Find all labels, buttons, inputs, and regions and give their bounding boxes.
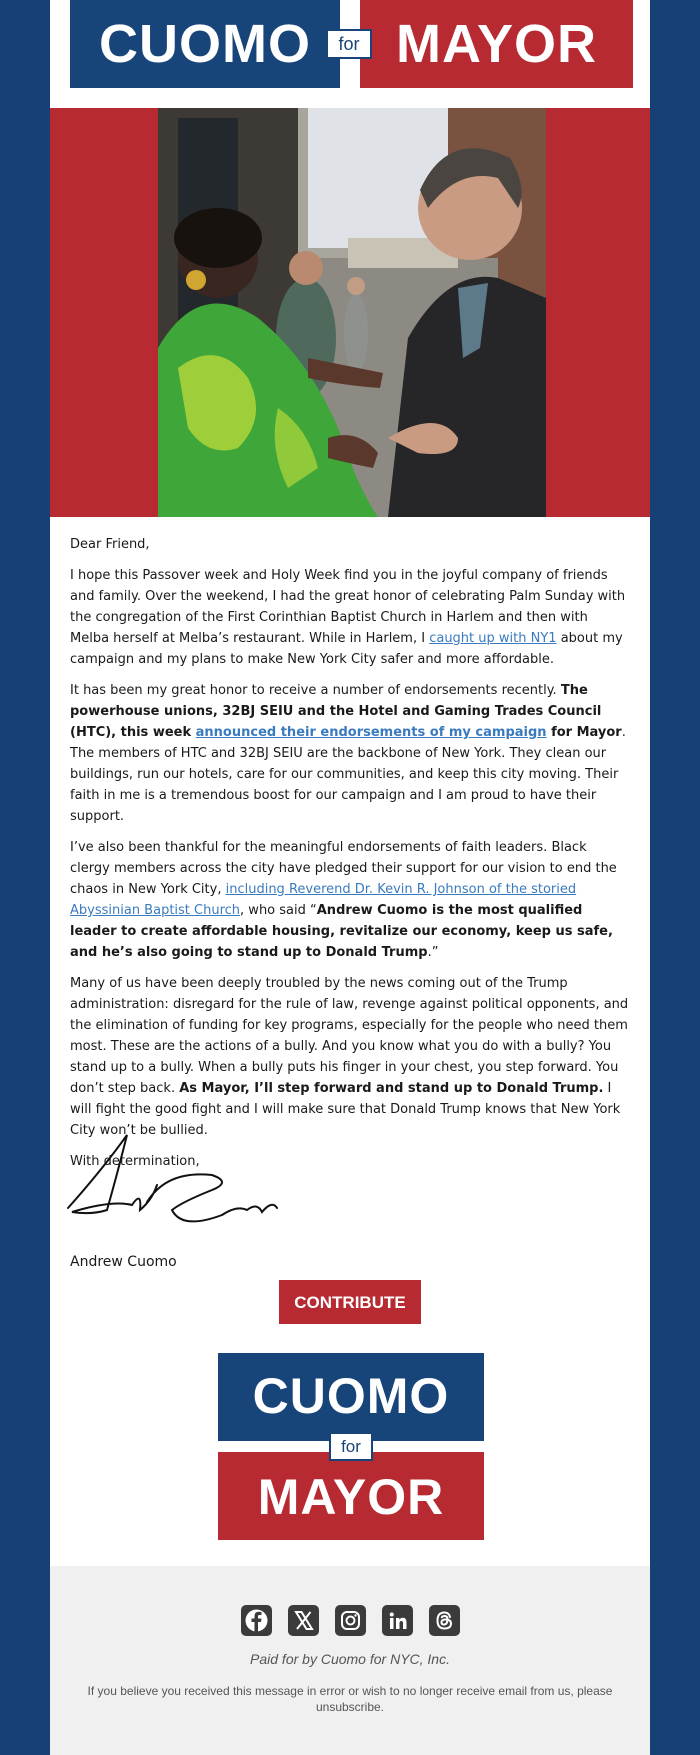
facebook-icon[interactable] bbox=[241, 1605, 272, 1636]
logo-cuomo-text: CUOMO bbox=[70, 0, 340, 88]
paragraph-3: I’ve also been thankful for the meaningful endorsements of faith leaders. Black clergy members across the city have pledged their support for our vision to end the chaos in New York City, including Reverend Dr. Kevin R. Johnson of the storied Abyssinian Baptist Church, who said “Andrew Cuomo is the most qualified leader to create affordable housing, revitalize our economy, keep us safe, and he’s also going to stand up to Donald Trump.” bbox=[70, 840, 617, 960]
logo-mayor-text: MAYOR bbox=[360, 0, 633, 88]
greeting: Dear Friend, bbox=[70, 537, 150, 552]
closing: With determination, bbox=[70, 1154, 200, 1169]
endorsements-link[interactable]: announced their endorsements of my campaign bbox=[195, 725, 547, 740]
paragraph-4: Many of us have been deeply troubled by the news coming out of the Trump administration: disregard for the rule of law, revenge against political opponents, and the elimination of funding for key programs, especially for the people who need them most. These are the actions of a bully. And you know what you do with a bully? You stand up to a bully. When a bully puts his finger in your chest, you step forward. You don’t step back. As Mayor, I’ll step forward and stand up to Donald Trump. I will fight the good fight and I will make sure that Donald Trump knows that New York City won’t be bullied. bbox=[70, 976, 629, 1138]
logo-for-text: for bbox=[326, 29, 372, 59]
email-body bbox=[70, 534, 630, 1182]
footer-logo-for-text: for bbox=[329, 1432, 373, 1461]
footer bbox=[50, 1566, 650, 1755]
paid-for-notice: Paid for by Cuomo for NYC, Inc. bbox=[250, 1651, 450, 1667]
paragraph-1: I hope this Passover week and Holy Week find you in the joyful company of friends and family. Over the weekend, I had the great honor of celebrating Palm Sunday with the congregation of the First Corinthian Baptist Church in Harlem and then with Melba herself at Melba’s restaurant. While in Harlem, I caught up with NY1 about my campaign and my plans to make New York City safer and more affordable. bbox=[70, 568, 626, 667]
instagram-icon[interactable] bbox=[335, 1605, 366, 1636]
signature-image bbox=[62, 1130, 282, 1230]
email-card bbox=[50, 0, 650, 1755]
social-links bbox=[241, 1605, 461, 1639]
paragraph-2: It has been my great honor to receive a number of endorsements recently. The powerhouse unions, 32BJ SEIU and the Hotel and Gaming Trades Council (HTC), this week announced their endorsements of my campaign for Mayor. The members of HTC and 32BJ SEIU are the backbone of New York. They clean our buildings, run our hotels, care for our communities, and keep this city moving. Their faith in me is a tremendous boost for our campaign and I am proud to have their support. bbox=[70, 683, 626, 824]
ny1-link[interactable]: caught up with NY1 bbox=[429, 631, 557, 646]
unsubscribe-notice[interactable]: If you believe you received this message in error or wish to no longer receive email from us, please unsubscribe. bbox=[87, 1684, 613, 1714]
abyssinian-link[interactable]: including Reverend Dr. Kevin R. Johnson of the storied Abyssinian Baptist Church bbox=[70, 882, 577, 918]
contribute-button[interactable]: CONTRIBUTE bbox=[279, 1280, 421, 1324]
footer-logo[interactable] bbox=[218, 1353, 484, 1540]
header-logo[interactable] bbox=[70, 0, 633, 88]
linkedin-icon[interactable] bbox=[382, 1605, 413, 1636]
hero-photo bbox=[158, 108, 546, 517]
footer-logo-mayor-text: MAYOR bbox=[218, 1452, 484, 1540]
x-icon[interactable] bbox=[288, 1605, 319, 1636]
footer-logo-cuomo-text: CUOMO bbox=[218, 1353, 484, 1441]
signature-name: Andrew Cuomo bbox=[70, 1254, 177, 1270]
threads-icon[interactable] bbox=[429, 1605, 460, 1636]
hero-banner bbox=[50, 108, 650, 517]
